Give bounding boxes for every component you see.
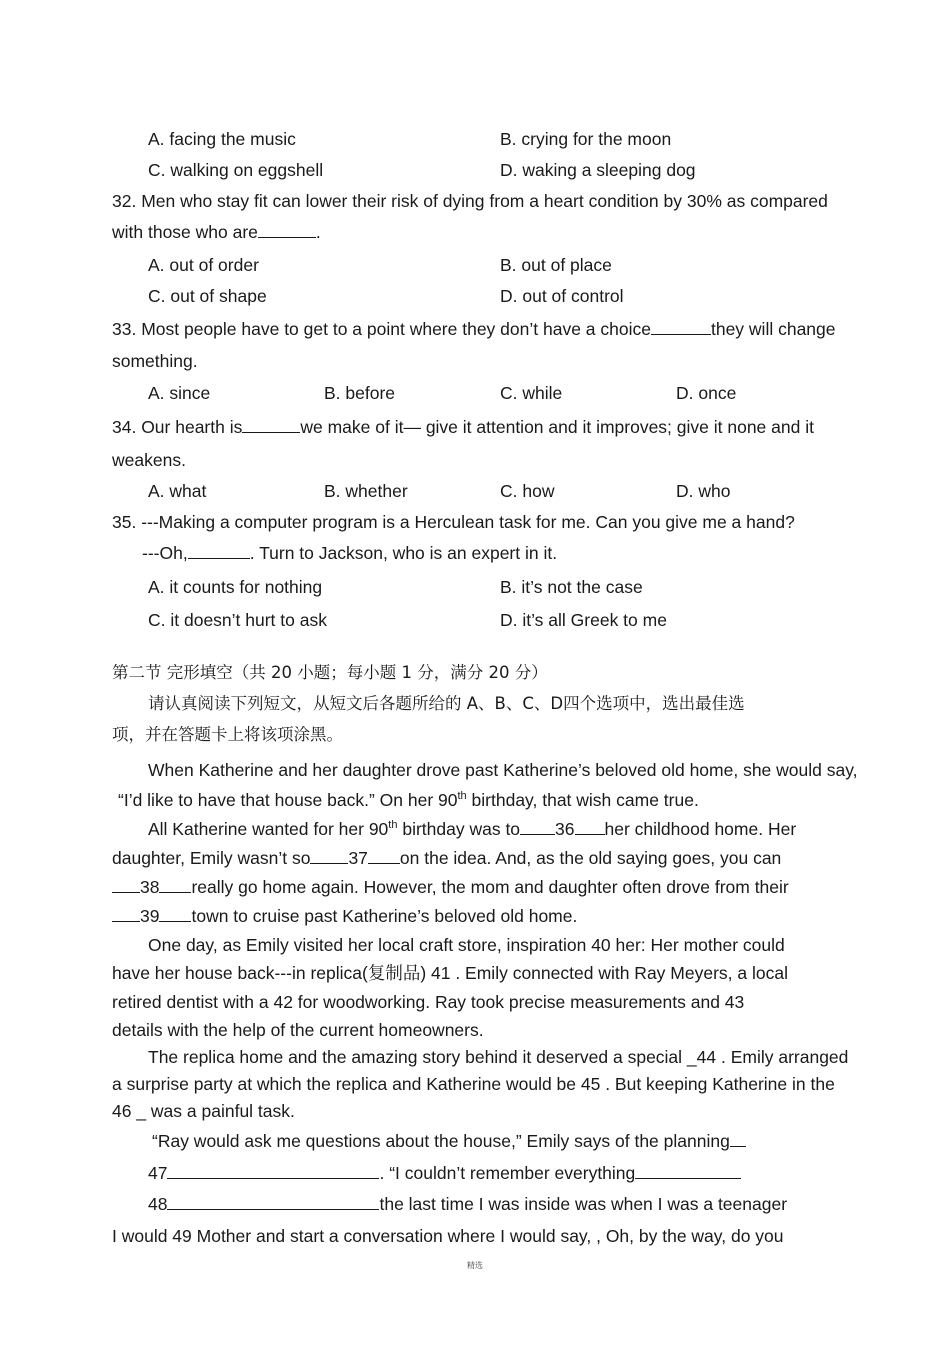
q35-option-b: B. it’s not the case — [500, 577, 643, 597]
q34-stem-line2: weakens. — [112, 450, 186, 470]
q34-option-b: B. whether — [324, 481, 408, 501]
q31-option-c: C. walking on eggshell — [148, 160, 324, 180]
passage-text: really go home again. However, the mom and daughter often drove from their — [191, 877, 789, 897]
passage-text: birthday, that wish came true. — [466, 790, 699, 810]
q32-stem-line1: 32. Men who stay fit can lower their risk of dying from a heart condition by 30% as compared — [112, 191, 828, 211]
blank-number: 48 — [148, 1194, 168, 1214]
q32-stem-text: with those who are — [112, 222, 258, 242]
passage-p3-line1: One day, as Emily visited her local craft store, inspiration 40 her: Her mother could — [148, 935, 785, 955]
passage-p2-line3 — [112, 876, 789, 898]
passage-p1-line2 — [118, 789, 699, 811]
q32-option-c: C. out of shape — [148, 286, 267, 306]
blank — [368, 847, 400, 864]
q33-stem-line2: something. — [112, 351, 198, 371]
q35-option-d: D. it’s all Greek to me — [500, 610, 667, 630]
passage-p4-line2: a surprise party at which the replica and Katherine would be 45 . But keeping Katherine in the — [112, 1074, 835, 1094]
passage-text: “I’d like to have that house back.” On her 90 — [118, 790, 458, 810]
passage-text: the last time I was inside was when I was a teenager — [379, 1194, 788, 1214]
blank-number: 37 — [348, 848, 368, 868]
section-instructions-line1: 请认真阅读下列短文，从短文后各题所给的 A、B、C、D四个选项中，选出最佳选 — [148, 694, 745, 713]
q31-option-d: D. waking a sleeping dog — [500, 160, 696, 180]
passage-text: “Ray would ask me questions about the house,” Emily says of the planning — [152, 1131, 730, 1151]
q33-option-b: B. before — [324, 383, 396, 403]
q34-stem-text: 34. Our hearth is — [112, 417, 243, 437]
passage-text: daughter, Emily wasn’t so — [112, 848, 311, 868]
passage-p3-line4: details with the help of the current homeowners. — [112, 1020, 484, 1040]
q32-option-d: D. out of control — [500, 286, 624, 306]
q32-option-b: B. out of place — [500, 255, 612, 275]
blank-number: 36 — [555, 819, 575, 839]
passage-p3-line2: have her house back---in replica(复制品) 41 . Emily connected with Ray Meyers, a local — [112, 963, 788, 983]
q33-stem-tail: they will change — [710, 319, 836, 339]
section-heading: 第二节 完形填空（共 20 小题；每小题 1 分，满分 20 分） — [112, 663, 548, 682]
q31-option-a: A. facing the music — [148, 129, 296, 149]
q33-stem-line1 — [112, 318, 836, 340]
passage-p2-line4 — [112, 905, 577, 927]
q32-stem-line2 — [112, 221, 321, 243]
q33-option-a: A. since — [148, 383, 211, 403]
passage-p1-line1: When Katherine and her daughter drove past Katherine’s beloved old home, she would say, — [148, 760, 858, 780]
q35-stem-text: ---Oh, — [142, 543, 188, 563]
blank — [159, 905, 191, 922]
passage-p5-line4: I would 49 Mother and start a conversation where I would say, , Oh, by the way, do you — [112, 1226, 784, 1246]
q32-option-a: A. out of order — [148, 255, 259, 275]
passage-p2-line1 — [148, 818, 796, 840]
q34-blank — [242, 416, 300, 433]
passage-p2-line2 — [112, 847, 781, 869]
blank — [575, 818, 605, 835]
blank-number: 38 — [140, 877, 160, 897]
superscript: th — [457, 790, 467, 803]
q33-option-d: D. once — [676, 383, 737, 403]
q33-stem-text: 33. Most people have to get to a point where they don’t have a choice — [112, 319, 651, 339]
blank — [167, 1162, 379, 1179]
blank-number: 47 — [148, 1163, 168, 1183]
blank — [159, 876, 191, 893]
section-instructions-line2: 项，并在答题卡上将该项涂黑。 — [112, 725, 343, 744]
blank — [520, 818, 555, 835]
q35-stem-tail: . Turn to Jackson, who is an expert in it. — [249, 543, 558, 563]
q31-option-b: B. crying for the moon — [500, 129, 672, 149]
superscript: th — [388, 819, 398, 832]
q35-stem-line2 — [142, 542, 557, 564]
blank — [167, 1193, 379, 1210]
passage-p5-line1 — [152, 1130, 746, 1152]
blank — [635, 1162, 741, 1179]
q32-blank — [258, 221, 316, 238]
q34-option-c: C. how — [500, 481, 555, 501]
q32-stem-end: . — [315, 222, 321, 242]
q33-blank — [651, 318, 711, 335]
passage-p5-line2 — [148, 1162, 741, 1184]
q34-stem-tail: we make of it— give it attention and it improves; give it none and it — [300, 417, 814, 437]
q35-option-c: C. it doesn’t hurt to ask — [148, 610, 327, 630]
passage-p5-line3 — [148, 1193, 787, 1215]
passage-text: town to cruise past Katherine’s beloved old home. — [191, 906, 578, 926]
q35-stem-line1: 35. ---Making a computer program is a Herculean task for me. Can you give me a hand? — [112, 512, 795, 532]
q34-stem-line1 — [112, 416, 814, 438]
passage-p4-line3: 46 _ was a painful task. — [112, 1101, 295, 1121]
passage-text: . “I couldn’t remember everything — [379, 1163, 636, 1183]
passage-p4-line1: The replica home and the amazing story behind it deserved a special _44 . Emily arranged — [148, 1047, 849, 1067]
passage-text: All Katherine wanted for her 90 — [148, 819, 389, 839]
blank-number: 39 — [140, 906, 160, 926]
passage-text: birthday was to — [397, 819, 521, 839]
blank — [112, 876, 140, 893]
blank — [112, 905, 140, 922]
q33-option-c: C. while — [500, 383, 563, 403]
q35-option-a: A. it counts for nothing — [148, 577, 323, 597]
page-footer: 精选 — [467, 1261, 483, 1270]
blank — [730, 1130, 746, 1147]
passage-text: her childhood home. Her — [604, 819, 797, 839]
q34-option-d: D. who — [676, 481, 731, 501]
q35-blank — [188, 542, 250, 559]
passage-text: on the idea. And, as the old saying goes, you can — [399, 848, 782, 868]
passage-p3-line3: retired dentist with a 42 for woodworking. Ray took precise measurements and 43 — [112, 992, 745, 1012]
q34-option-a: A. what — [148, 481, 207, 501]
blank — [310, 847, 348, 864]
